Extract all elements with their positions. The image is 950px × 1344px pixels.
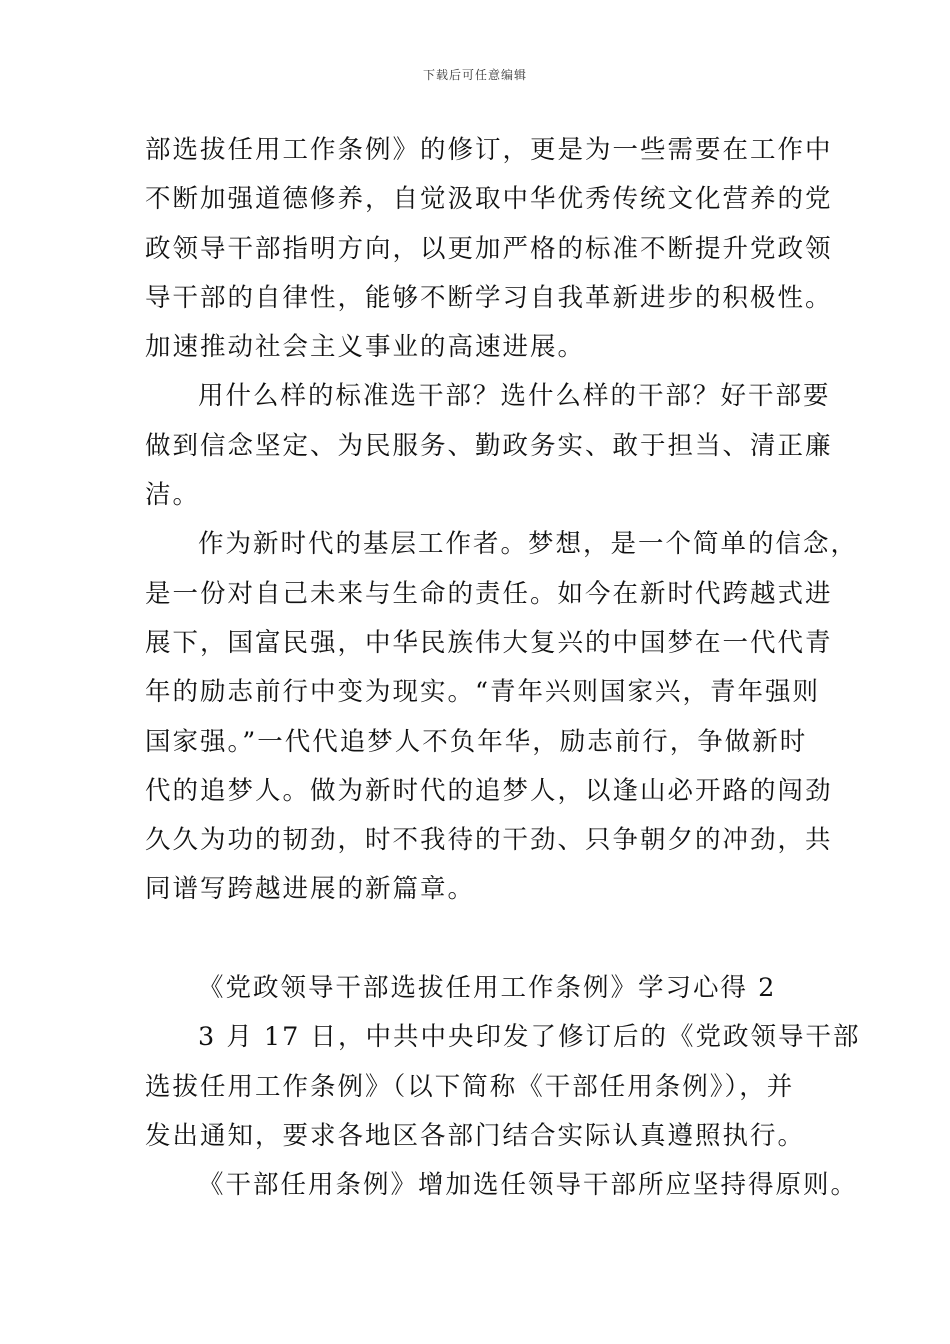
- paragraph-line: 发出通知，要求各地区各部门结合实际认真遵照执行。: [145, 1120, 806, 1151]
- paragraph-line: 《干部任用条例》增加选任领导干部所应坚持得原则。: [198, 1170, 859, 1201]
- paragraph-line: 选拔任用工作条例》（以下简称《干部任用条例》），并: [145, 1071, 795, 1102]
- paragraph-line: 展下，国富民强，中华民族伟大复兴的中国梦在一代代青: [145, 627, 833, 658]
- document-body: [145, 126, 861, 1211]
- paragraph: [145, 372, 833, 520]
- section-title: 《党政领导干部选拔任用工作条例》学习心得 2: [198, 973, 777, 1004]
- paragraph-line: 洁。: [145, 480, 201, 511]
- page-header: 下载后可任意编辑: [422, 68, 527, 82]
- paragraph-line: 作为新时代的基层工作者。梦想，是一个简单的信念，: [198, 529, 859, 560]
- paragraph-line: 年的励志前行中变为现实。“青年兴则国家兴，青年强则: [145, 677, 821, 708]
- paragraph: [145, 1161, 859, 1210]
- paragraph-line: 同谱写跨越进展的新篇章。: [145, 874, 476, 905]
- blank-line: [145, 915, 810, 964]
- paragraph-line: 加速推动社会主义事业的高速进展。: [145, 332, 586, 363]
- paragraph-line: 不断加强道德修养，自觉汲取中华优秀传统文化营养的党: [145, 184, 833, 215]
- paragraph-line: 用什么样的标准选干部？选什么样的干部？好干部要: [198, 381, 831, 412]
- paragraph-line: 久久为功的韧劲，时不我待的干劲、只争朝夕的冲劲，共: [145, 825, 833, 856]
- paragraph: [145, 520, 859, 914]
- paragraph-line: 3 月 17 日，中共中央印发了修订后的《党政领导干部: [198, 1022, 861, 1053]
- paragraph-line: 国家强。”一代代追梦人不负年华，励志前行，争做新时: [145, 726, 808, 757]
- paragraph-line: 是一份对自己未来与生命的责任。如今在新时代跨越式进: [145, 578, 833, 609]
- paragraph-line: 代的追梦人。做为新时代的追梦人，以逢山必开路的闯劲: [145, 775, 833, 806]
- paragraph-line: 部选拔任用工作条例》的修订，更是为一些需要在工作中: [145, 135, 833, 165]
- paragraph-line: 政领导干部指明方向，以更加严格的标准不断提升党政领: [145, 233, 833, 264]
- body-section-2: [145, 1013, 861, 1210]
- paragraph-line: 做到信念坚定、为民服务、勤政务实、敢于担当、清正廉: [145, 430, 833, 461]
- paragraph: [145, 1013, 861, 1161]
- paragraph-line: 导干部的自律性，能够不断学习自我革新进步的积极性。: [145, 282, 833, 313]
- body-section-1: [145, 126, 859, 915]
- paragraph: [145, 126, 833, 372]
